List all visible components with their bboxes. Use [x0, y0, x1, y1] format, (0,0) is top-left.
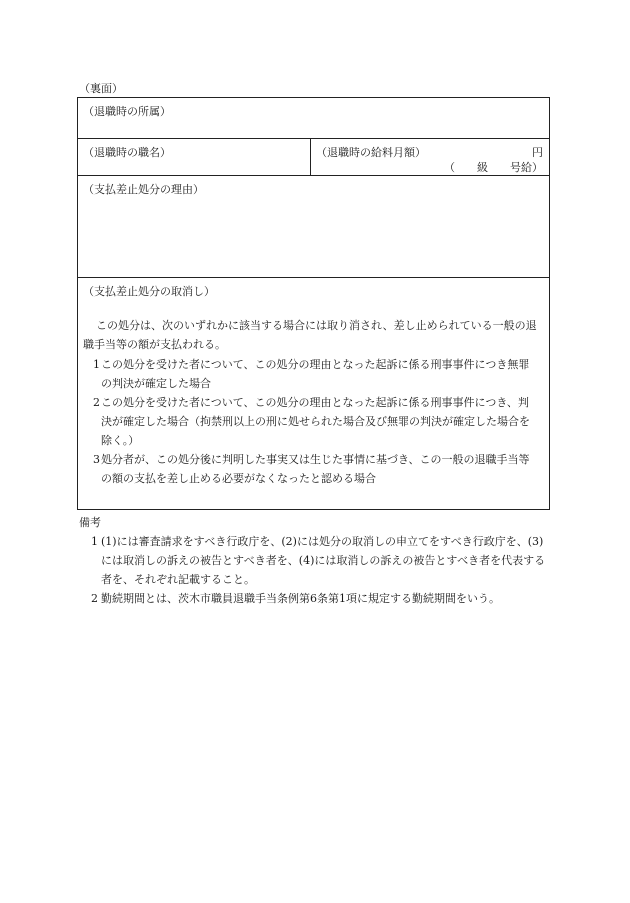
- cancellation-row: [78, 278, 549, 509]
- cancellation-item: [83, 393, 539, 450]
- item-text: 処分者が、この処分後に判明した事実又は生じた事情に基づき、この一般の退職手当等の額の支払を差し止める必要がなくなったと認める場合: [101, 453, 530, 485]
- grade-line: （ 級 号給）: [444, 161, 543, 174]
- notes-section: [79, 513, 549, 608]
- item-number: 3: [93, 453, 100, 466]
- salary-label: （退職時の給料月額）: [316, 146, 426, 159]
- note-number: 1: [91, 535, 98, 548]
- note-item: [79, 589, 549, 608]
- item-number: 2: [93, 396, 100, 409]
- item-text: この処分を受けた者について、この処分の理由となった起訴に係る刑事事件につき、判決が確定した場合（拘禁刑以上の刑に処せられた場合及び無罪の判決が確定した場合を除く。）: [101, 396, 530, 447]
- item-number: 1: [93, 358, 100, 371]
- yen-unit: 円: [532, 146, 543, 159]
- affiliation-row: [78, 98, 549, 139]
- cancellation-label: （支払差止処分の取消し）: [83, 285, 215, 298]
- column-divider: [310, 139, 311, 175]
- note-item: [79, 532, 549, 589]
- page-side-label: （裏面）: [79, 82, 123, 95]
- notes-title: 備考: [79, 516, 101, 529]
- cancellation-intro: この処分は、次のいずれかに該当する場合には取り消され、差し止められている一般の退職手当等の額が支払われる。: [83, 319, 537, 351]
- note-text: 勤続期間とは、茨木市職員退職手当条例第6条第1項に規定する勤続期間をいう。: [101, 592, 500, 605]
- position-salary-row: [78, 139, 549, 176]
- note-text: (1)には審査請求をすべき行政庁を、(2)には処分の取消しの申立てをすべき行政庁を、(3)には取消しの訴えの被告とすべき者を、(4)には取消しの訴えの被告とすべき者を代表する者を、それぞれ記載すること。: [101, 535, 546, 586]
- position-label: （退職時の職名）: [83, 146, 171, 159]
- form-table: [77, 97, 550, 510]
- note-number: 2: [91, 592, 98, 605]
- cancellation-item: [83, 355, 539, 393]
- reason-label: （支払差止処分の理由）: [83, 183, 204, 196]
- item-text: この処分を受けた者について、この処分の理由となった起訴に係る刑事事件につき無罪の判決が確定した場合: [101, 358, 530, 390]
- affiliation-label: （退職時の所属）: [83, 105, 171, 118]
- cancellation-item: [83, 450, 539, 488]
- reason-row: [78, 176, 549, 278]
